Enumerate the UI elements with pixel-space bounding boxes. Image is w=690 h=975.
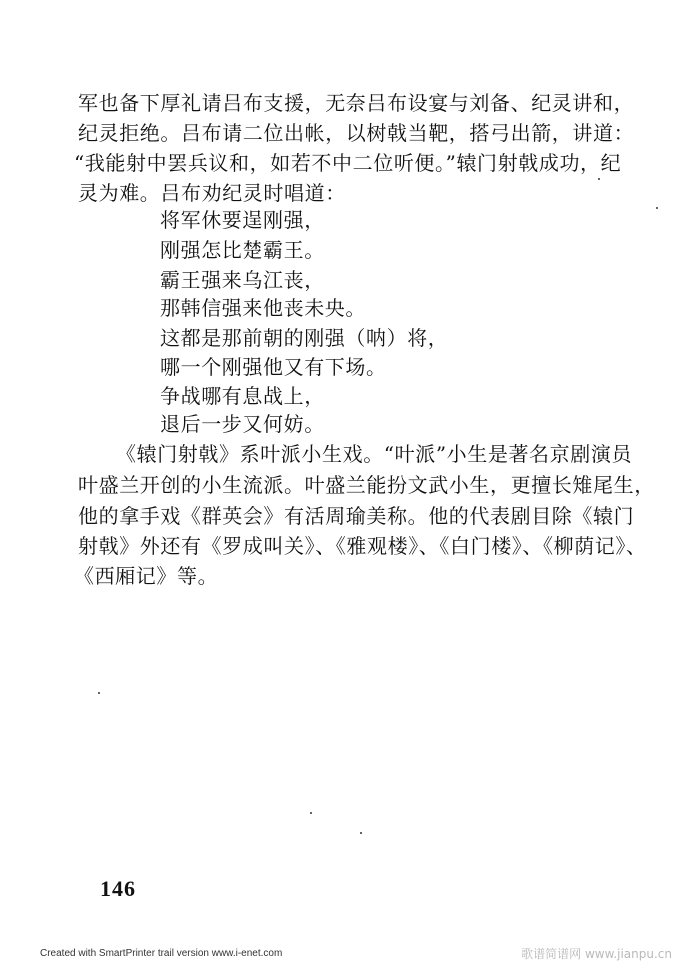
scan-speck — [598, 178, 600, 180]
watermark: 歌谱简谱网 www.jianpu.cn — [521, 947, 672, 961]
verse-line-7: 争战哪有息战上， — [160, 384, 325, 408]
paragraph-2-line-4: 射戟》外还有《罗成叫关》、《雅观楼》、《白门楼》、《柳荫记》、 — [78, 534, 647, 558]
verse-line-2: 刚强怎比楚霸王。 — [160, 238, 325, 262]
verse-line-6: 哪一个刚强他又有下场。 — [160, 355, 387, 379]
verse-line-8: 退后一步又何妨。 — [160, 412, 325, 436]
paragraph-1-line-3: “我能射中罢兵议和，如若不中二位听便。”辕门射戟成功，纪 — [74, 151, 622, 175]
verse-line-4: 那韩信强来他丧未央。 — [160, 296, 366, 320]
paragraph-1-line-1: 军也备下厚礼请吕布支援，无奈吕布设宴与刘备、纪灵讲和， — [78, 91, 635, 115]
scan-speck — [310, 812, 312, 814]
paragraph-2-line-1: 《辕门射戟》系叶派小生戏。“叶派”小生是著名京剧演员 — [116, 442, 633, 466]
paragraph-1-line-2: 纪灵拒绝。吕布请二位出帐，以树戟当靶，搭弓出箭，讲道： — [78, 121, 635, 145]
verse-line-5: 这都是那前朝的刚强（呐）将， — [160, 326, 449, 350]
paragraph-1-line-4: 灵为难。吕布劝纪灵时唱道： — [78, 181, 346, 205]
scan-speck — [360, 832, 362, 834]
scan-speck — [98, 692, 100, 694]
scan-speck — [656, 207, 658, 209]
page-number: 146 — [100, 876, 136, 901]
paragraph-2-line-3: 他的拿手戏《群英会》有活周瑜美称。他的代表剧目除《辕门 — [78, 504, 635, 528]
verse-line-3: 霸王强来乌江丧， — [160, 268, 325, 292]
verse-line-1: 将军休要逞刚强， — [160, 208, 325, 232]
paragraph-2-line-5: 《西厢记》等。 — [74, 564, 219, 588]
creator-footer: Created with SmartPrinter trail version www.i-enet.com — [40, 948, 283, 959]
paragraph-2-line-2: 叶盛兰开创的小生流派。叶盛兰能扮文武小生，更擅长雉尾生， — [78, 473, 655, 497]
